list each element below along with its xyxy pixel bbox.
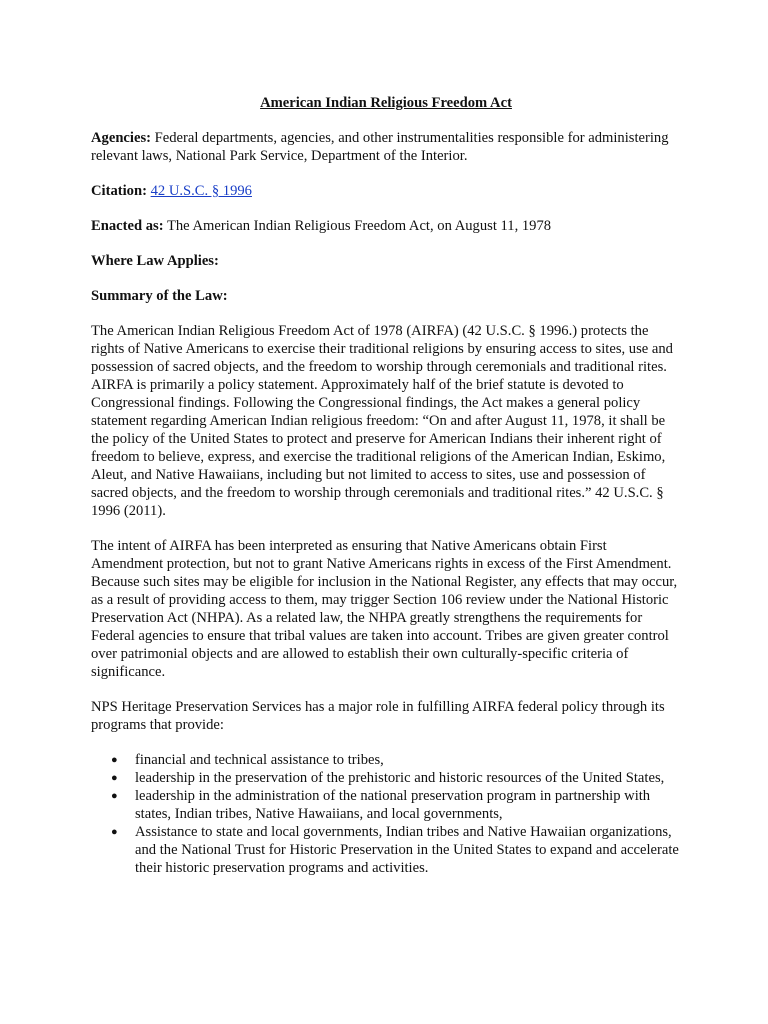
enacted-label: Enacted as:	[91, 218, 164, 234]
programs-list	[91, 751, 681, 877]
list-item	[91, 787, 681, 823]
enacted-section	[91, 217, 681, 235]
agencies-section	[91, 129, 681, 165]
where-law-applies-label: Where Law Applies:	[91, 253, 219, 269]
list-item-text: leadership in the administration of the national preservation program in partnership with states, Indian tribes, Native Hawaiians, and local governments,	[135, 788, 651, 822]
document-page	[91, 94, 681, 877]
summary-section	[91, 287, 681, 305]
bullet-icon: ●	[111, 826, 118, 838]
list-item	[91, 751, 681, 769]
list-item-text: Assistance to state and local governments, Indian tribes and Native Hawaiian organizations, and the National Trust for Historic Preservation in the United States to expand and accelerate their historic preservation programs and activities.	[135, 824, 679, 876]
list-item	[91, 823, 681, 877]
bullet-icon: ●	[111, 772, 118, 784]
citation-link[interactable]: 42 U.S.C. § 1996	[150, 183, 252, 199]
citation-section	[91, 182, 681, 200]
summary-label: Summary of the Law:	[91, 288, 228, 304]
document-title: American Indian Religious Freedom Act	[260, 95, 512, 111]
list-item-text: leadership in the preservation of the prehistoric and historic resources of the United States,	[135, 770, 665, 786]
agencies-text: Federal departments, agencies, and other instrumentalities responsible for administering relevant laws, National Park Service, Department of the Interior.	[91, 130, 669, 164]
agencies-label: Agencies:	[91, 130, 151, 146]
where-law-applies-section	[91, 252, 681, 270]
summary-paragraph-1: The American Indian Religious Freedom Act of 1978 (AIRFA) (42 U.S.C. § 1996.) protects the rights of Native Americans to exercise their traditional religions by ensuring access to sites, use and possession of sacred objects, and the freedom to worship through ceremonials and traditional rites. AIRFA is primarily a policy statement. Approximately half of the brief statute is devoted to Congressional findings. Following the Congressional findings, the Act makes a general policy statement regarding American Indian religious freedom: “On and after August 11, 1978, it shall be the policy of the United States to protect and preserve for American Indians their inherent right of freedom to believe, express, and exercise the traditional religions of the American Indian, Eskimo, Aleut, and Native Hawaiians, including but not limited to access to sites, use and possession of sacred objects, and the freedom to worship through ceremonials and traditional rites.” 42 U.S.C. § 1996 (2011).	[91, 323, 673, 519]
list-item-text: financial and technical assistance to tribes,	[135, 752, 384, 768]
summary-paragraph-3: NPS Heritage Preservation Services has a major role in fulfilling AIRFA federal policy through its programs that provide:	[91, 699, 665, 733]
summary-paragraph-2: The intent of AIRFA has been interpreted as ensuring that Native Americans obtain First Amendment protection, but not to grant Native Americans rights in excess of the First Amendment. Because such sites may be eligible for inclusion in the National Register, any effects that may occur, as a result of providing access to them, may trigger Section 106 review under the National Historic Preservation Act (NHPA). As a related law, the NHPA greatly strengthens the requirements for Federal agencies to ensure that tribal values are taken into account. Tribes are given greater control over patrimonial objects and are allowed to establish their own culturally-specific criteria of significance.	[91, 538, 678, 680]
list-item	[91, 769, 681, 787]
enacted-text: The American Indian Religious Freedom Act, on August 11, 1978	[163, 218, 552, 234]
bullet-icon: ●	[111, 754, 118, 766]
citation-label: Citation:	[91, 183, 147, 199]
bullet-icon: ●	[111, 790, 118, 802]
